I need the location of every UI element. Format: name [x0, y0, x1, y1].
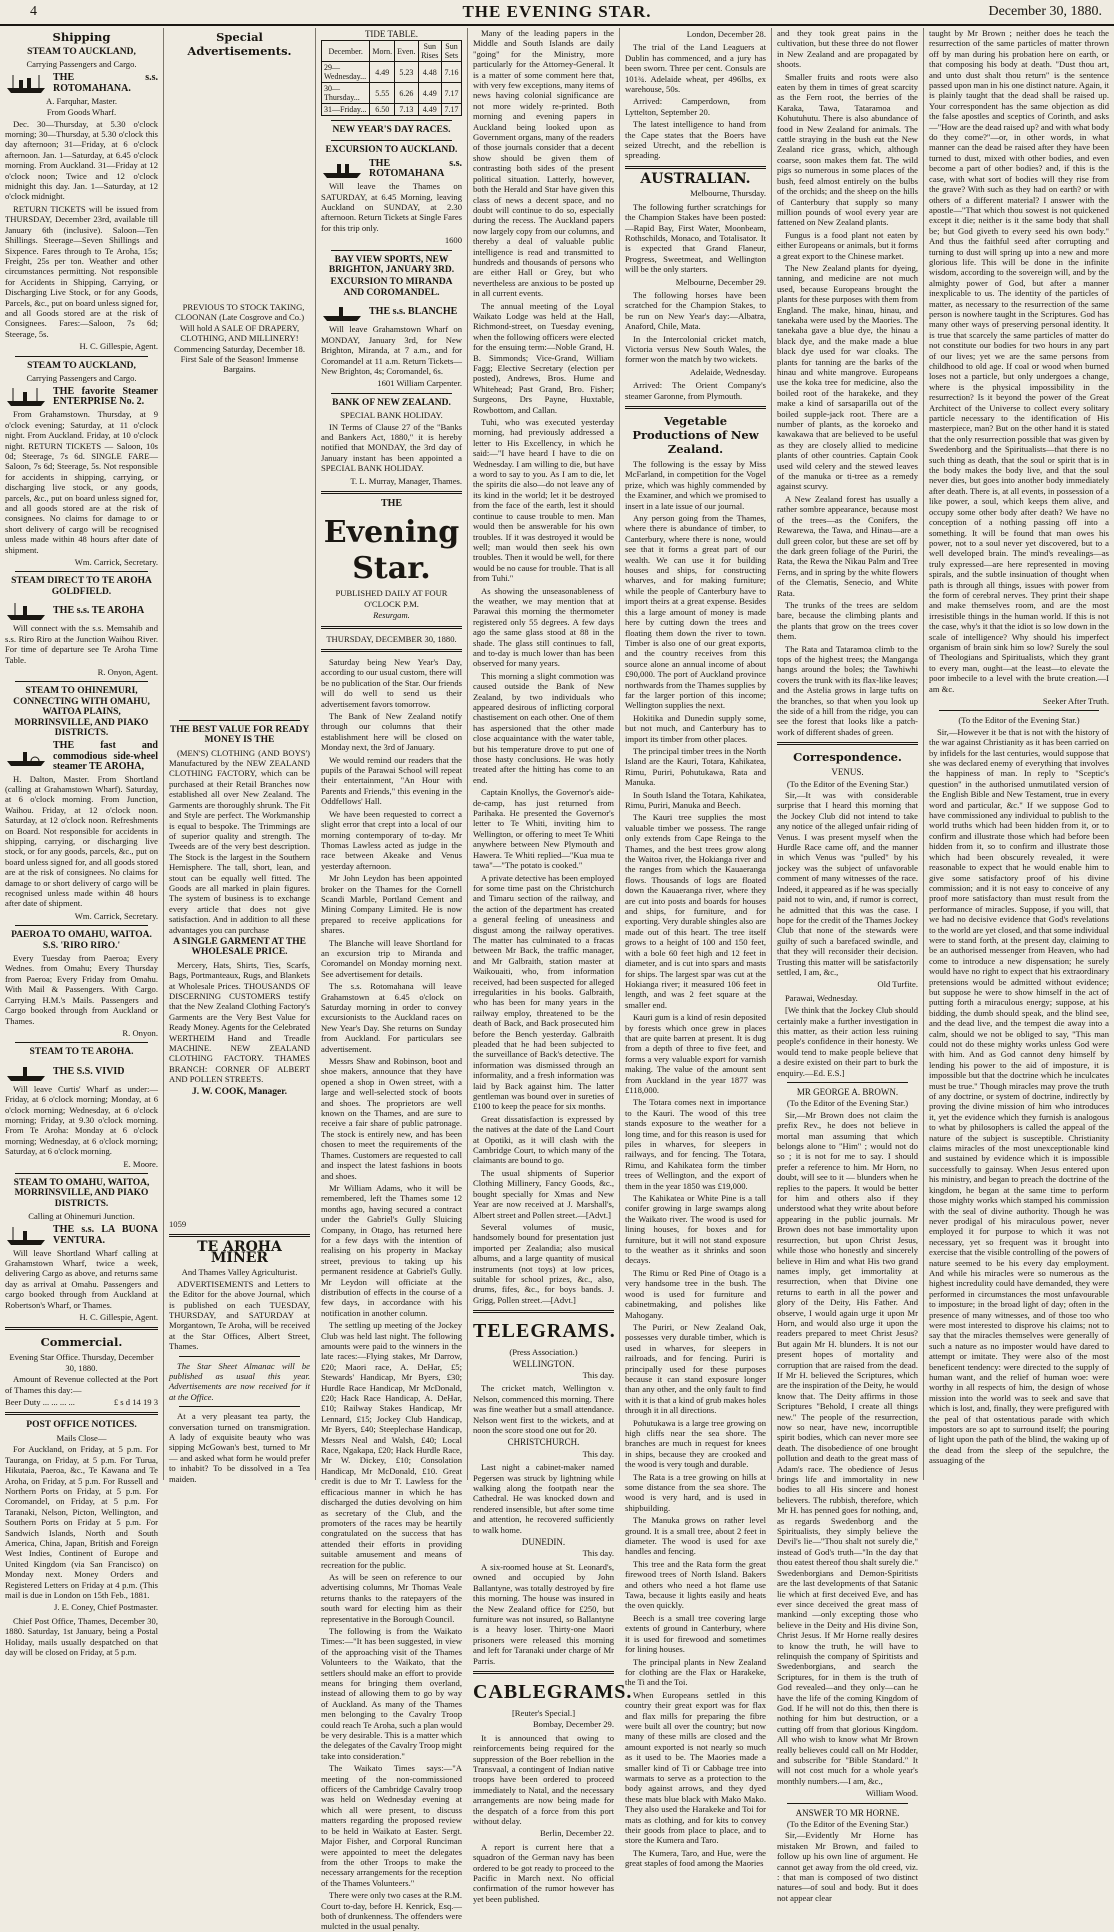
ship-schedule: From Grahamstown. Thursday, at 9 o'clock evening; Saturday, at 11 o'clock night. From Auckland. Friday, at 10 o'clock night. RETURN TICKETS — Saloon, 10s 0d; Steerage, 7s 6d. SINGLE FARE—Saloon, 7s 6d; Steerage, 5s. Not responsible for accidents in shipping, carrying, or discharging live stock, or any goods, parcels, &c., put on board unless signed for, and all goods stored are at the risk of consignees. No claims for damage to or short delivery of cargo will be recognised unless made within 48 hours after date of shipment. [5, 409, 158, 555]
ad-code: 1600 [444, 235, 462, 246]
local-item: There were only two cases at the R.M. Court to-day, before H. Kenrick, Esq.—both of drunkenness. The offenders were mulcted in the usual penalty. [321, 1890, 462, 1932]
tide-col: Sun Rises [418, 41, 441, 62]
tide-table-title: TIDE TABLE. [364, 29, 419, 39]
ad-clothing-title: THE BEST VALUE FOR READY MONEY IS THE [169, 724, 310, 746]
steamship-icon [321, 158, 365, 180]
post-office-subtitle: Mails Close— [56, 1432, 107, 1443]
commercial-text: Amount of Revenue collected at the Port of Thames this day:— [5, 1374, 158, 1395]
essay-para: The Totara comes next in importance to the Kauri. The wood of this tree stands exposure to the weather for a long time, and for this reason is used for piles in wharves, for sleepers in railways, and for fencing. The Totara, Rimu, and Kahikatea form the timber trees of Wellington, and the export of them in the year 1850 was £19,000. [625, 1097, 766, 1191]
cable-item: The latest intelligence to hand from the Cape states that the Boers have seized Utrecht, and the rebellion is spreading. [625, 119, 766, 161]
commercial-dateline: Evening Star Office. Thursday, December 30, 1880. [9, 1352, 154, 1373]
ad-signature: Wm. Carrick, Secretary. [74, 557, 158, 568]
dateline-bombay: Bombay, December 29. [532, 1719, 614, 1730]
ship-row [5, 741, 158, 772]
new-year-races-title: NEW YEAR'S DAY RACES. [332, 125, 451, 136]
essay-para: Kauri gum is a kind of resin deposited by forests which once grew in places that are quite barren at present. It is dug from a depth of three to five feet, and forms a very valuable export for varnish making. The value of the amount sent from Auckland in the year 1877 was £118,000. [625, 1012, 766, 1095]
dateline-day: This day. [582, 1448, 614, 1459]
divider [15, 571, 148, 572]
local-item: Mr William Adams, who it will be remembered, left the Thames some 12 months ago, having secured a contract under the Gabriel's Gully Sluicing Company, in Otago, has returned here for a few days with the intention of realising on his property in Mackay street, previous to taking up his permanent residence at Gabriel's Gully. Mr Leydon will officiate at the distribution of effects in the course of a few days, in accordance with his notification in another column. [321, 1182, 462, 1318]
steamship-icon [5, 1061, 49, 1083]
column-special-ads [163, 28, 315, 1484]
table-row: 31—Friday... 6.50 7.13 4.49 7.17 [322, 104, 462, 116]
revenue-row [5, 1397, 158, 1407]
local-item: Tuhi, who was executed yesterday morning, had previously addressed a letter to His Excellency, in which he said:—"I have heard I have to die on Wednesday. I am willing to die, but have a word to say to you. As I am to die, let the spirits die also—do not leave any of its kind in the world; let it be destroyed from the face of the earth, lest it should continue to cause trouble to men. Man would then be answerable for his own troubles. If it was destroyed it would be well; man would then seek his own troubles. Then it would be well, for there would be no cause for trouble. That is all from Tuhi." [473, 417, 614, 584]
ship-schedule: Dec. 30—Thursday, at 5.30 o'clock morning; 30—Thursday, at 5.30 o'clock this day afternoon; 31—Friday, at 6 o'clock afternoon. Jan. 1—Saturday, at 6.45 o'clock morning. From Auckland. 31—Friday at 12 o'clock noon; Twice and 12 o'clock midnight this day. Jan. 1—Saturday, at 12 o'clock midnight. [5, 118, 158, 202]
cable-item: Arrived: Camperdown, from Lyttelton, September 20. [625, 96, 766, 117]
divider [15, 925, 148, 926]
local-item: The Waikato Times says:—"A meeting of the non-commissioned officers of the Cambridge Cavalry troop was held on Wednesday evening at which all were present, to discuss matters regarding the proposed review to be held in Waikato at Easter. Sergt. Major Fisher, and Corporal Runciman were appointed to meet the delegates from the other Troops to make the necessary arrangements for the reception of the Thames Volunteers." [321, 1763, 462, 1888]
excursion-text: Will leave the Thames on SATURDAY, at 6.45 Morning, leaving Auckland on SUNDAY, at 2.30 afternoon. Return Tickets at Single Fares for this trip only. [321, 181, 462, 233]
dateline-christchurch: CHRISTCHURCH. [507, 1437, 580, 1448]
column-correspondence-cont [923, 28, 1114, 1480]
divider [777, 742, 918, 745]
excursion-title: EXCURSION TO AUCKLAND. [325, 144, 458, 155]
miner-subtitle: And Thames Valley Agriculturist. [181, 1267, 298, 1278]
divider [331, 393, 452, 394]
essay-para: The Rimu or Red Pine of Otago is a very handsome tree in the bush. The wood is used for furniture and cabinetmaking, and polishes like Mahogany. [625, 1267, 766, 1320]
local-item: Many of the leading papers in the Middle and South Islands are daily "going" for the Ministry, more particularly for the Attorney-General. It is a matter of some comment here that, with very few exceptions, many items of news having colonial significance are not more widely re-printed. Both morning and evening papers in Auckland being looked upon as Government organs, many of the readers of those journals consider that a decent show should be given them of contrasting both sides of the present political situation. Latterly, however, both the Herald and Star have given this class of news a decent space, and no doubt will continue to do so, especially during the recess. The Auckland papers now largely copy from our columns, and thereby a deal of valuable public intelligence is read and transmitted to hundreds and thousands of persons who are either Hall or Grey, but who nevertheless are anxious to be posted up in all current events. [473, 28, 614, 299]
letter-signature: Seeker After Truth. [1042, 696, 1109, 706]
nameplate-the: THE [380, 497, 403, 509]
local-item: As will be seen on reference to our advertising columns, Mr Thomas Veale returns thanks to the ratepayers of the south ward for electing him as their representative in the Borough Council. [321, 1571, 462, 1624]
table-row: 29—Wednesday... 4.49 5.23 4.48 7.16 [322, 62, 462, 83]
cable-item: The following further scratchings for the Champion Stakes have been posted:—Rapid Bay, First Water, Moonbeam, Rothschilds, Monaco, and Totalisator. It is expected that Grand Flaneur, Progress, Sweetmeat, and Wellington will be the only starters. [625, 201, 766, 275]
nameplate-subtitle: PUBLISHED DAILY AT FOUR O'CLOCK P.M. [335, 588, 448, 609]
divider [331, 250, 452, 251]
essay-para: In South Island the Totara, Kahikatea, Rimu, Puriri, Manuka and Beech. [625, 789, 766, 810]
local-item: Several volumes of music, handsomely bound for presentation just imported per Zealandia; also musical albums, and a large quantity of musical instruments (not toys) at low prices, suitable for school prizes, &c., also, drums, fifes, &c., for boys bands. J. Grigg, Pollen street.—[Advt.] [473, 1221, 614, 1305]
essay-para: The Kauri tree supplies the most valuable timber we possess. The range only extends from Cape Reinga to the Thames, and the best trees grow along the Waitoa river, the Hokianga river and the ranges from which the Kauaeranga flows. Thousands of logs are floated down the Kauaeranga river, where they are cut into posts and boards for houses and ships, for furniture, and for exporting. Very durable shingles also are made out of this heart. The tree itself grows to a height of 100 and 150 feet, with a bole 60 feet high and 12 feet in diameter, and is cut into spars and masts for ships. The largest spar was cut at the Hokianga river; it measured 106 feet in length, and was 2 feet square at the smaller end. [625, 812, 766, 1010]
essay-para: The Manuka grows on rather level ground. It is a small tree, about 2 feet in diameter. The wood is used for axe handles and fencing. [625, 1515, 766, 1557]
ad-signature: Wm. Carrick, Secretary. [74, 910, 158, 921]
dateline-dunedin: DUNEDIN. [521, 1537, 566, 1548]
tide-table [321, 40, 462, 116]
ad-title: STEAM TO OMAHU, WAITOA, MORRINSVILLE, AND PIAKO DISTRICTS. [13, 1177, 150, 1209]
essay-para: This tree and the Rata form the great firewood trees of North Island. Bakers and others who need a hot flame use Tawa, because it lights easily and heats the oven quickly. [625, 1558, 766, 1611]
ad-signature: H. C. Gillespie, Agent. [79, 341, 158, 352]
cable-item: A report is current here that a squadron of the German navy has been ordered to be got ready to proceed to the Pacific in March next. No official confirmation of the rumor however has yet been published. [473, 1841, 614, 1904]
tide-header [322, 41, 462, 62]
divider [787, 1082, 908, 1083]
section-head-commercial: Commercial. [40, 1335, 123, 1350]
telegrams-source: (Press Association.) [509, 1347, 578, 1358]
ad-title: STEAM TO AUCKLAND, [27, 47, 136, 57]
telegram-item: Last night a cabinet-maker named Pegersen was struck by lightning while walking along the footpath near the Cathedral. He was knocked down and rendered insensible, but after some time and attention, he recovered sufficiently to walk home. [473, 1462, 614, 1535]
divider [15, 1173, 148, 1174]
letter-title: ANSWER TO MR HORNE. [795, 1807, 900, 1818]
dateline-melbourne: Melbourne, Thursday. [690, 188, 766, 199]
local-item: We would remind our readers that the pupils of the Parawai School will repeat their entertainment, "An Hour with Parents and Friends," this evening in the Oddfellows' Hall. [321, 754, 462, 807]
masthead-date: December 30, 1880. [988, 4, 1102, 19]
divider [179, 1406, 300, 1407]
letter-body: Sir,—Mr Brown does not claim the prefix Rev., he does not believe in mortal man assuming that which belongs alone to "Him" ; would not do so ; it is not for me to say. I should prefer a reference to him. Mr Horn, no doubt, will see to it — blunders when he replies to the papers. It would be better for him and others also if they understood what they write about before appearing in the public journals. Mr Brown does not base immortality upon resurrection, but upon Christ Jesus, while those who honestly and sincerely believe in Him and what His two grand names imply, get immortality at resurrection, when that Divine one returns to earth in all the power and glory of the Deity, His Father. And observe, I would again urge it upon Mr Horn, and would also urge it upon the readers prepared to meet Christ Jesus? But again Mr H. blunders. It is not our present hopes of mortality and corruption that are raised from the dead. If Mr H. believed the Scriptures, which are the inspiration of the Deity, he would know that. The Deity affirms in those Scriptures "Behold, I create all things new." The people of the resurrection, now so near, have new, incorruptible spirit bodies, which can never more see death. The disobedience of one brought pollution and death to the great mass of Adam's race. The obedience of Jesus brings life and immortality in new bodies to all His sincere and honest believers. The rubbish, therefore, which Mr H. has penned goes for nothing, and, as regards Swedenborg and the Spiritualists, they simply believe the Devil's lie—"Thou shalt not surely die," instead of God's truth—"In the day that thou eatest thereof thou shalt surely die." Swedenborgians and Demon-Spiritists are the last developments of that Satanic lie which at first deceived Eve, and has ever since deceived the great mass of mankind —only excepting those who believe in the Deity and His divine Son, Christ Jesus. If Mr Horne really desires to know the truth, he will have to relinquish the company of Spiritists and Swedenborgians, and search the Scriptures, for in them is the truth of God revealed—and they only—can he have the life of the coming Kingdom of God. If he will not do this, then there is nothing for him but destruction, or a cutting off from that glorious Kingdom. All who wish to know what Mr Brown really believes could call on Mr Hodder, and subscribe for "Bible Standard." It will not cost much for a whole year's monthly numbers.—I am, &c., [777, 1109, 918, 1786]
steamship-icon [5, 600, 49, 622]
table-row: 30—Thursday... 5.55 6.26 4.49 7.17 [322, 83, 462, 104]
divider [473, 1310, 614, 1313]
letter-signature: William Wood. [865, 1788, 918, 1799]
divider [179, 720, 300, 721]
column-cables-essay [619, 28, 771, 1869]
ship-from: From Goods Wharf. [46, 107, 117, 118]
section-head-special-ads: Special Advertisements. [187, 30, 292, 58]
essay-para: The principal timber trees in the North Island are the Kauri, Totara, Kahikatea, Rimu, Puriri, Pohutukawa, Rata and Manuka. [625, 745, 766, 788]
divider [331, 120, 452, 121]
ad-subtitle: Carrying Passengers and Cargo. [26, 372, 137, 383]
ship-row [5, 386, 158, 408]
ad-signature: R. Onyon. [122, 1027, 158, 1038]
bank-text: IN Terms of Clause 27 of the "Banks and Bankers Act, 1880," it is hereby notified that MONDAY, the 3rd day of January instant has been appointed a SPECIAL BANK HOLIDAY. [321, 421, 462, 474]
post-office-text: For Auckland, on Friday, at 5 p.m. For Tauranga, on Friday, at 5 p.m. For Turua, Hikutaia, Paeroa, &c., Te Kawana and Te Aroha, on Friday, at 5 p.m. For Russell and Northern Ports on Friday, at 5 p.m. For Coromandel, on Friday, at 5 p.m. For Taranaki, Nelson, Picton, Wellington, and Southern Ports on Friday at 5 p.m. For Sandwich Islands, North and South America, China, Japan, British and Foreign West Indies, Continent of Europe and United Kingdom (via San Francisco) on Monday next. Money Orders and Registered Letters on Friday at 4 p.m. (This mail is due in London on 15th Feb., 1881. [5, 1444, 158, 1600]
ad-signature: 1601 William Carpenter. [377, 378, 462, 389]
letter-signature: Old Turfite. [877, 979, 918, 990]
ad-signature: H. C. Gillespie, Agent. [79, 1312, 158, 1323]
ship-name: THE s.s. TE AROHA [53, 605, 145, 617]
letter-body: Sir,—Evidently Mr Horne has mistaken Mr Brown, and failed to follow up his own line of argument. He cannot get away from the old creed, viz. : that man is composed of two distinct natures—of soul and body. But it does not appear clear [777, 1830, 918, 1903]
dateline-wellington: WELLINGTON. [512, 1358, 575, 1369]
ship-name: THE fast and commodious side-wheel steamer TE AROHA, [53, 740, 158, 773]
ship-schedule: Every Tuesday from Paeroa; Every Wednes. from Omahu; Every Thursday from Paeroa; Every Friday from Omahu. With Mail & Passengers. With Cargo. Carrying H.M.'s Mails. Passengers and Cargo booked through from Auckland or Thames. [5, 953, 158, 1026]
essay-head: Vegetable Productions of New Zealand. [632, 414, 759, 456]
essay-para: Hokitika and Dunedin supply some, but not much, and Canterbury has to import its timber from other places. [625, 712, 766, 744]
local-item: Saturday being New Year's Day, according to our usual custom, there will be no publication of the Star. Our friends will do well to send us their advertisement favors tomorrow. [321, 657, 462, 709]
essay-para: Pohutukawa is a large tree growing on high cliffs near the sea shore. The branches are much in request for knees in ships, because they are crooked and the wood is very tough and durable. [625, 1417, 766, 1470]
tide-col: Morn. [370, 41, 395, 62]
section-head-shipping: Shipping [52, 30, 111, 44]
letter-body: Sir,—However it be that is not with the history of the war against Christianity as it has been carried on by infidels for the last centuries, would suppose that she was declared enemy of everything that involves the happiness of man. In reply to "Sceptic's question" in the authorised unmutilated version of the English Bible and New Testament, true in every word and particular, &c." If we suppose God to have commissioned any individual to publish to the world truths which had been hidden from it, or to confirm and illustrate those which had before been hidden from it, so to confirm and illustrate those which had been obscurely revealed, it were reasonable to expect that he would enable him to give some satisfactory proof of his divine commission; and it is not easy to conceive of any proof more satisfactory than must result from the performance of miracles. Suppose, if you will, that we had no decisive evidence that God's revelations to the world are yet closed, and that some individual were to stand forth, at the present day, claiming to be an authorised messenger from Heaven, who had come to introduce a new dispensation; he surely would have no right to expect that his extraordinary pretensions would be admitted without evidence; but suppose he were to show himself in the act of putting forth a miraculous energy; suppose, at his bidding, the dumb should speak, and the blind see, and the dead live, and the tempest die away into a calm, should we not be obliged to say, "This man could not do these mighty works unless God were with him. And as God cannot deny himself by lending his power to the aid of imposture, it is impossible but that the doctrine which he inculcates must be true." Though miracles may prove the truth of any doctrine, or system of doctrine, indirectly by proving the divine mission of him who introduces it, yet the evidence which they furnish is analogous to what by philosophers is called the appeal of the nature of the subject is susceptible. Christianity claims miracles of the most unexceptionable kind and sustained by evidence which it is impossible successfully to gainsay. When Jesus entered upon his ministry, and began to preach the doctrine of the kingdom, he began at the same time to perform those mighty works which stamped his commission with the seal of divine authority. Though he was never prodigal of his miraculous power, never employed it for purpose to which it was not necessary, yet so frequent was it brought into exercise that the visible controlling of the powers of nature seemed to be his every day employment. And while his miracles were so numerous as the highest incredulity could have demanded, they were performed in circumstances the most unfavourable to imposture; in the broad light of day; often in the presence of many witnesses, and of those too who were most interested to disprove his claims; not to say that the miracles themselves were generally of such a nature as no imposter would have dared to attempt or imitate. They were also of the most beneficent tendency: were directed to the supply of human want, and the relief of human woe: were worthy in all respects of him, the design of whose mission into the world was to seek and save that which is lost, and, finally, they were prefigured with the peal of that ostentatious parade with which impostors are so apt to surround itself; the pouring of light upon the path of the blind, the waking up of the dead from the sleep of the sepulchre, the assuaging of the [929, 726, 1109, 1466]
essay-para: The Kahikatea or White Pine is a tall conifer growing in large swamps along the Waikato river. The wood is used for lining houses, for boxes and for furniture, but it will not stand exposure to the weather as it shrinks and soon decays. [625, 1193, 766, 1266]
column-notices [315, 28, 467, 1932]
telegram-item: A six-roomed house at St. Leonard's, owned and occupied by John Ballantyne, was totally destroyed by fire this morning. The house was insured in the New Zealand office for £250, but furniture was not insured, so Ballantyne is a heavy loser. Thirty-one Maori prisoners were released this morning and left for Taranaki under charge of Mr Parris. [473, 1561, 614, 1666]
bay-view-title-2: EXCURSION TO MIRANDA AND COROMANDEL. [330, 277, 453, 298]
dateline-day: This day. [582, 1369, 614, 1380]
tide-col: Sun Sets [441, 41, 461, 62]
essay-para: Fungus is a food plant not eaten by either Europeans or animals, but it forms a great export to the Chinese market. [777, 229, 918, 261]
correspondence-head: Correspondence. [793, 750, 902, 765]
local-item: The settling up meeting of the Jockey Club was held last night. The following amounts were paid to the winners in the late races:—Flying stakes, Mr Darrow, £20; Maori race, A. DeHar, £5; Stewards' Handicap, Mr Byers, £30; Hurdle Race Handicap, Mr McDonald, £20; Hack Race Handicap, A. DeHar, £10; Railway Stakes Handicap, Mr Lennard, £15; Jockey Club Handicap, Mr Byers, £40; Steeplechase Handicap, Messrs Neal and Walsh, £40; Local Race, Ngakapa, £20; Hack Hurdle Race, Mr W. Dickey, £10; Consolation Handicap, Mr McDonald, £10. Great credit is due to Mr T. Lawless for the efficacious manner in which he has discharged the duties devolving on him as secretary of the Club, and the promoters of the races may be heartily congratulated on the success that has attended their efforts in providing suitable amusement and means of recreation for the public. [321, 1320, 462, 1570]
divider [625, 166, 766, 169]
essay-para: A New Zealand forest has usually a rather sombre appearance, because most of the trees—as the Conifers, the Rewarewa, the Tawa, and Hinau—are a dull green color, but these are set off by the dark green foliage of the Puriri, the Rata, the Rewa the Nikau Palm and Tree Ferns, and in spring by the white flowers of the Clematis, Senecio, and White Rata. [777, 493, 918, 598]
essay-para: When Europeans settled in this country their great export was for flax and flax mills for preparing the fibre were built all over the country; but now many of these mills are closed and the amount exported is not nearly so much as it used to be. The Maories made a smaller kind of Ti or Cabbage tree into warmats to serve as a protection to the body against arrows, and they dyed these mats blue black with Mako Mako. They also used the Harakeke and Toi for mats as clothing, and for kits to convey their goods from place to place, and to store the Kumera and Taro. [625, 1689, 766, 1846]
divider [625, 406, 766, 409]
divider [939, 710, 1099, 711]
cable-item: In the Intercolonial cricket match, Victoria versus New South Wales, the former won the match by two wickets. [625, 333, 766, 365]
ship-row [5, 600, 158, 622]
local-item: The Bank of New Zealand notify through our columns that their establishment here will be closed on Monday next, the 3rd of January. [321, 711, 462, 753]
local-item: The annual meeting of the Loyal Waikato Lodge was held at the Hall, Richmond-street, on Tuesday evening, when the following officers were elected for the ensuing term:—Noble Grand, H. B. Simmonds; Vice-Grand, William Fagg; Elective Secretary (election per posted), Andrews, Bros. Hume and Whitehead; Past Grand, Bro. Fisher; Surgeons, Drs Payne, Huxtable, Rowbottom, and Callan. [473, 300, 614, 415]
divider [321, 491, 462, 494]
ad-title: STEAM TO TE AROHA. [29, 1047, 134, 1058]
letter-to: (To the Editor of the Evening Star.) [786, 1819, 909, 1830]
divider [321, 649, 462, 652]
ad-title: STEAM TO OHINEMURI, CONNECTING WITH OMAHU, WAITOA PLAINS, MORRINSVILLE, AND PIAKO DISTRICTS. [13, 686, 150, 738]
essay-para: The Rata and Tataramoa climb to the tops of the highest trees; the Manganga hangs around the boles; the Tawhiwhi covers the trunk with its flax-like leaves; and the Astelia grows in large tufts on the branches, so that when you look up the side of a hill from the ridge, you can see the forest that looks like a patch-work of different shades of green. [777, 643, 918, 737]
steamship-icon [5, 746, 49, 768]
ship-notice: RETURN TICKETS will be issued from THURSDAY, December 23rd, available till January 6th (inclusive). Saloon—Ten Shillings. Steerage—Seven Shillings and Sixpence. Fares through to Te Aroha, 15s; Freight, 25s per ton. Weather and other circumstances permitting. Not responsible for Accidents in Shipping, Carrying, or Discharging Live Stock, or for any Goods, Parcels, &c., put on board unless signed for, and all Goods stored are at the risk of Consignees. Fares:—Saloon, 7s 6d; Steerage, 5s. [5, 203, 158, 339]
column-shipping [0, 28, 163, 1657]
cable-item: Arrived: The Orient Company's steamer Garonne, from Plymouth. [625, 380, 766, 401]
post-office-footnote: Chief Post Office, Thames, December 30, 1880. Saturday, 1st January, being a Postal Holiday, mails usually despatched on that day will be closed on Friday, at 5 p.m. [5, 1615, 158, 1657]
dateline-adelaide: Adelaide, Wednesday. [689, 366, 766, 377]
divider [331, 140, 452, 141]
masthead-title: THE EVENING STAR. [462, 2, 652, 21]
ship-row [321, 301, 462, 323]
local-item: Captain Knollys, the Governor's aide-de-camp, has just returned from Parihaka. He presented the Governor's letter to Te Whiti, inviting him to Wellington, or offering to meet Te Whiti anywhere between New Plymouth and Hawera. Te Whiti replied—"Kua mua te tawa"—"The potato is cooked." [473, 787, 614, 871]
ship-schedule: Will leave Curtis' Wharf as under:— Friday, at 6 o'clock morning; Monday, at 6 o'clock morning; Wednesday, at 6 o'clock morning; Friday, at 9.30 o'clock morning. From Te Aroha: Monday at 6 o'clock morning; Wednesday, at 6 o'clock morning; Saturday, at 6 o'clock morning. [5, 1083, 158, 1157]
almanac-notice: The Star Sheet Almanac will be published as usual this year. Advertisements are now received for it at the Office. [169, 1360, 310, 1402]
revenue-value: £ s d 14 19 3 [113, 1397, 158, 1408]
essay-para: The Kumera, Taro, and Hue, were the great staples of food among the Maories [625, 1847, 766, 1869]
ship-schedule: Will connect with the s.s. Memsahib and s.s. Riro Riro at the Junction Waihou River. For time of departure see Te Aroha Time Table. [5, 623, 158, 665]
nameplate-title: Evening Star. [323, 515, 460, 587]
divider [787, 1803, 908, 1804]
ad-title: STEAM TO AUCKLAND, [27, 360, 136, 371]
local-item: A private detective has been employed for some time past on the Christchurch and Timaru section of the railway, and the action of the department has created a general feeling of uneasiness and disgust among the railway operatives. The matter has culminated to a fracas between Mr Back, the traffic manager, and Mr Galbraith, station master at Waikouaiti, who, from information received, had been suspected for alleged irregularities in his books. Galbraith, who has been for many years in the railway employ, threatened to be the death of Back, and Back prosecuted him before the Bench yesterday. Galbraith pleaded that he had been subjected to the surveillance of Back's detective. The information was dismissed through an informality, and a fresh information was laid by Back against him. The latter gentleman was bound over in sureties of £100 to keep the peace for six months. [473, 872, 614, 1112]
cablegrams-source: [Reuter's Special.] [511, 1707, 576, 1718]
ad-signature: R. Onyon, Agent. [97, 666, 158, 677]
australian-head: AUSTRALIAN. [640, 170, 751, 187]
dateline-day: This day. [582, 1548, 614, 1559]
letter-body: Sir,—It was with considerable surprise that I heard this morning that the Jockey Club did not intend to take any notice of the alleged unfair riding of Venus. I was present myself when the Hurdle Race came off, and the manner in which Venus was "pulled" by his jockey was the subject of unfavorable comment of many witnesses of the race. Indeed, it appeared as if he was specially paid not to win, and, if rumor is correct, he admitted that this was the case. I hope for the credit of the Thames Jockey Club that none of the stewards were guilty of such a barefaced swindle, and that they will reconsider their decision. Trusting this matter will be satisfactorily settled, I am, &c., [777, 790, 918, 977]
miner-text: ADVERTISEMENTS and Letters to the Editor for the above Journal, which is published on each TUESDAY, THURSDAY, and SATURDAY at Morgantown, Te Aroha, will be received at the Star Offices, Albert Street, Thames. [169, 1278, 310, 1352]
steamship-icon [5, 386, 49, 408]
essay-para: Smaller fruits and roots were also eaten by them in times of great scarcity as the Fern root, the berries of the Karaka, Tawa, Tataramoa and Kohutuhutu. There is also abundance of food in New Zealand for animals. The cattle straying in the bush eat the New Zealand rice grass, which, although coarse, soon makes them fat. The wild pigs so numerous in some places of the bush, feed almost entirely on the bulbs of the orchids; and the sheep on the hills of Canterbury that supply so many million pounds of wool every year are fattened on New Zealand plants. [777, 71, 918, 228]
dateline-melbourne-2: Melbourne, December 29. [675, 276, 766, 287]
ad-subtitle: Carrying Passengers and Cargo. [26, 59, 137, 70]
ad-clothing-manager: J. W. COOK, Manager. [192, 1086, 287, 1097]
divider [473, 1671, 614, 1674]
divider [5, 1327, 158, 1330]
telegrams-head: TELEGRAMS. [473, 1320, 616, 1343]
dateline-berlin: Berlin, December 22. [540, 1828, 614, 1839]
tide-col: December. [322, 41, 370, 62]
ad-clothing-text-2: Mercery, Hats, Shirts, Ties, Scarfs, Bags, Portmanteaux, Rugs, and Blankets at Wholesale Prices. THOUSANDS OF DISCERNING CUSTOMERS testify that the New Zealand Clothing Factory's Garments are the Very Best Value for Ready Money. Agents for the Celebrated WERTHEIM Hand and Treadle MACHINE. NEW ZEALAND CLOTHING FACTORY. THAMES BRANCH: CORNER OF ALBERT AND POLLEN STREETS. [169, 959, 310, 1085]
ship-schedule: Will leave Shortland Wharf calling at Grahamstown Wharf, twice a week, delivering Cargo as above, and returns same day as arrival at Omahu. Passengers and cargo booked through from Auckland at Robertson's Wharf, or Thames. [5, 1247, 158, 1310]
steamship-icon [5, 73, 49, 95]
cable-item: The following horses have been scratched for the Champion Stakes, to be run on New Year's day:—Albatra, Anaford, Chile, Mata. [625, 289, 766, 332]
ad-title: STEAM DIRECT TO TE AROHA GOLDFIELD. [11, 576, 152, 597]
ad-signature: T. L. Murray, Manager, Thames. [350, 475, 462, 486]
post-office-title: POST OFFICE NOTICES. [26, 1420, 137, 1431]
divider [15, 1042, 148, 1043]
steamship-icon [5, 1225, 49, 1247]
ship-name: THE s.s. ROTOMAHANA. [53, 72, 158, 94]
local-item: This morning a slight commotion was caused outside the Bank of New Zealand, by two individuals who appeared desirous of inflicting corporal chastisement on each other. One of them has aspersioned that the other made close acquaintance with the water table, but his temperature drove to put one of those hasty conclusions. He was hotly treated after the hitting has come to an end. [473, 670, 614, 785]
ship-row [5, 1061, 158, 1083]
bank-title: BANK OF NEW ZEALAND. [332, 397, 451, 408]
essay-para: Beech is a small tree covering large extents of ground in Canterbury, where it is used for firewood and sometimes for lining houses. [625, 1612, 766, 1655]
essay-para: The Rata is a tree growing on hills at some distance from the sea shore. The wood is very hard, and is used in shipbuilding. [625, 1471, 766, 1513]
local-item: The Blanche will leave Shortland for an excursion trip to Miranda and Coromandel on Monday morning next. See advertisement for details. [321, 937, 462, 979]
page-number: 4 [30, 4, 37, 19]
column-correspondence [771, 28, 923, 1903]
ship-name: THE s.s. LA BUONA VENTURA. [53, 1224, 158, 1246]
letter-to: (To the Editor of the Evening Star.) [958, 715, 1080, 726]
divider [179, 1356, 300, 1357]
divider [169, 1234, 310, 1237]
local-item: Messrs Shaw and Robinson, boot and shoe makers, announce that they have opened a shop in Owen street, with a large and well-selected stock of boots and shoes. The proprietors are well known on the Thames, and are sure to receive a fair share of public patronage. The stock is entirely new, and has been chosen to meet the requirements of the Thames. Customers are requested to call and inspect the latest fashions in boots and shoes. [321, 1056, 462, 1181]
ship-master: A. Farquhar, Master. [45, 95, 117, 106]
divider [15, 681, 148, 682]
bay-view-title: BAY VIEW SPORTS, NEW BRIGHTON, JANUARY 3RD. [328, 254, 455, 276]
issue-date: THURSDAY, DECEMBER 30, 1880. [326, 633, 457, 644]
local-item: We have been requested to correct a slight error that crept into a local of our morning contemporary of to-day. Mr Thomas Lawless acted as judge in the race between Akeake and Venus yesterday afternoon. [321, 808, 462, 871]
letter-title: MR GEORGE A. BROWN. [796, 1087, 899, 1097]
ship-row [5, 1225, 158, 1247]
divider [321, 626, 462, 629]
ad-code: 1059 [169, 1219, 187, 1230]
tea-anecdote: At a very pleasant tea party, the conversation turned on transmigration. A lady of exquisite beauty who was sipping McGowan's best, turned to Mr — and asked what form he would prefer to inhabit? To be dissolved in a Tea maiden. [169, 1411, 310, 1484]
local-item: The s.s. Rotomahana will leave Grahamstown at 6.45 o'clock on Saturday morning in order to convey excursionists to the Auckland races on New Year's Day. She returns on Sunday from Auckland. For particulars see advertisement. [321, 981, 462, 1054]
divider [5, 1412, 158, 1415]
letter-to: (To the Editor of the Evening Star.) [786, 778, 909, 789]
essay-para: Any person going from the Thames, where there is abundance of timber, to Canterbury, where there is none, would see that it forms a great part of our wealth. We can use it for building houses and ships, for constructing wharves, and for making furniture; while the people of Canterbury have to import theirs at a great expense. Besides this a large amount of money is made here by cutting down the trees and floating them down the river to town. Timber is also one of our great exports, and the country receives from this source alone an annual income of about £90,000. The port of Auckland province northwards from the Thames supplies by far the larger portion of this income; Wellington supplies the next. [625, 513, 766, 711]
editor-note: [We think that the Jockey Club should certainly make a further investigation in this matter, as their action less ruining people's confidence in their honesty. We would tend to make people believe that a desire existed on their part to burk the enquiry.—Ed. E.S.] [777, 1005, 918, 1078]
local-item: The following is from the Waikato Times:—"It has been suggested, in view of the approaching visit of the Thames Volunteers to the Waikato, that the settlers should make an effort to provide means for bringing them overland, instead of allowing them to go by way of Auckland. As many of the Thames men belonging to the Cavalry Troop could reach Te Aroha, such a plan would be very desirable. This is a matter which the delegates of the Cavalry Troop might take into consideration." [321, 1625, 462, 1761]
steamship-icon [321, 301, 365, 323]
ad-subtitle: Calling at Ohinemuri Junction. [28, 1211, 135, 1222]
essay-para: The trunks of the trees are seldom bare, because the climbing plants and the plants that grow on the trees cover them. [777, 599, 918, 642]
divider [15, 356, 148, 357]
revenue-label: Beer Duty ... ... ... ... [5, 1397, 75, 1408]
cable-item: The trial of the Land Leaguers at Dublin has commenced, and a jury has been sworn. Three per cent. Consuls are 101¾. Adelaide wheat, per 496lbs, ex warehouse, 50s. [625, 42, 766, 95]
nameplate-motto: Resurgam. [373, 610, 410, 621]
ship-name: THE s.s. BLANCHE [369, 306, 458, 318]
essay-para: The Puriri, or New Zealand Oak, possesses very durable timber, which is used in wharves, for sleepers in railroads, and for fencing. Puriri is principally used for these purposes because it can stand exposure longer than any other, and the only fault to find with it is that a kind of grub makes holes through it in all directions. [625, 1321, 766, 1416]
bank-subtitle: SPECIAL BANK HOLIDAY. [340, 410, 443, 421]
local-item: Great dissatisfaction is expressed by the natives at the date of the Land Court at Opotiki, as it will clash with the Cambridge Court, to which many of the claimants are bound to go. [473, 1113, 614, 1166]
telegram-item: The cricket match, Wellington v. Nelson, commenced this morning. There was fine weather but a small attendance. Nelson went first to the wickets, and at noon the score stood one out for 20. [473, 1383, 614, 1435]
letter-body: taught by Mr Brown ; neither does he teach the resurrection of the same particles of matter thrown off by man during his probation here on earth, or that composing his body at death. "Dust thou art, and unto dust shalt thou return" is the sentence passed upon man in his one distinct nature. Again, it is plainly taught that the dead shall be raised up. Your correspondent has the same objection as did the false apostles and sceptics of Corinth, and asks—"How are the dead raised up? and with what body do they come?"—or, in other words, in what manner can the dead be raised after they have been turned to dust, mixed with other bodies, and even become a part of other bodies? and, if this is the case, with what sort of bodies will they rise from the grave? With such as they had on earth? or with others of a different material? I answer with the apostle—"That which thou sowest is not quickened except it die; neither is it the same body that shall be; but God giveth to every seed his own body." And thus the faithful seed after corrupting and turning to dust will spring up into a new and more glorious life. This will be done in the infinite wisdom, according to the sovereign will, and by the almighty power of God, but after a manner inexplicable to us. The identity of the particles of matter, as necessary to the resurrection of the same person is nowhere taught in the Scriptures. God has many other ways of preserving personal identity. It is true that scarcely the same particles of matter do not constitute our bodies for two hours in any part of our lives; yet we are the same persons from childhood to old age. If coal or wood when burned loses not a particle, but only undergoes a change, where is the physical impossibility in the resurrection? Is it beyond the power of the Great Architect of the Universe to collect every solitary particle necessary to the identification of His masterpiece, man? But on the other hand it is stated that the only resurrection possible that was given by Swedenborg and the Spiritualists—that there is no such thing as death, that the soul or spirit that is in the body makes the body live, and that the soul never dies, but goes into another body immediately after death. There is, at all events, in possession of a like power, a soul, which keeps them alive, and occupy some other body after death? We have no conception of a nothing passing off into a something. It will be found that man owes his power, not to a soul never yet discovered, but to a well developed brain. The mind's revealings—as truly expressed—are here represented in moving spirals, and the subtle insinuation of thought when path is through all things, issues with power from the form of cerebral nerves. They print their shape and make themselves room, and are the most irresistible things in the human world. If this is not the case, why's it that the idiot is so low down in the scale of intelligence? Why should his imperfect organism of brain sink him so low? Surely the soul of Theologians and Spiritualists, which they grant to every man, ought—at the least—to elevate the poor imbecile to a level with the brute creation.—I am &c. [929, 28, 1109, 694]
ad-signature: E. Moore. [123, 1158, 158, 1169]
column-news [467, 28, 633, 1904]
cablegrams-head: CABLEGRAMS. [473, 1680, 633, 1703]
essay-para: The following is the essay by Miss McFarland, in competition for the Vogel prize, which was highly commended by the Examiner, and which we promised to insert in a late issue of our journal. [625, 459, 766, 511]
masthead [0, 0, 1114, 26]
letter-place: Parawai, Wednesday. [785, 992, 858, 1003]
essay-para: and they took great pains in the cultivation, but these three do not flower in New Zealand and are propagated by shoots. [777, 28, 918, 70]
essay-para: The principal plants in New Zealand for clothing are the Flax or Harakeke, the Ti and the Toi. [625, 1656, 766, 1688]
local-item: As showing the unseasonableness of the weather, we may mention that at Parawai this morning the thermometer registered only 55 degrees. A few days ago the same glass stood at 88 in the shade. The glass still continues to fall, and to-day is much lower than has been observed for many years. [473, 585, 614, 669]
letter-title: VENUS. [831, 767, 864, 778]
ad-cloonan: PREVIOUS TO STOCK TAKING, CLOONAN (Late Cosgrove and Co.) Will hold A SALE OF DRAPERY, CLOTHING, AND MILLINERY! Commencing Saturday, December 18. First Sale of the Season! Immense Bargains. [174, 302, 305, 375]
local-item: Mr John Leydon has been appointed broker on the Thames for the Cornell Scandi Marble, Portland Cement and Mining Company Limited. He is now prepared to receive applications for shares. [321, 873, 462, 936]
ad-title: PAEROA TO OMAHU, WAITOA. S.S. 'RIRO RIRO.' [11, 930, 152, 951]
ship-row [5, 73, 158, 95]
ship-name: THE s.s. ROTOMAHANA [369, 157, 462, 180]
bay-view-text: Will leave Grahamstown Wharf on MONDAY, January 3rd, for New Brighton, Miranda, at 7 a.m., and for Coromandel at 11 a.m. Return Tickets—New Brighton, 4s; Coromandel, 6s. [321, 324, 462, 376]
ship-schedule: H. Dalton, Master. From Shortland (calling at Grahamstown Wharf). Saturday, at 6 o'clock morning. From Junction, Waihou. Friday, at 12 o'clock noon. Saturday, at 12 o'clock noon. Refreshments on Board. Not responsible for accidents in shipping, carrying, or discharging live stock, or for any goods, parcels, &c., put on board unless signed for, and all goods stored are at the risk of consignees. No claims for damage to or short delivery of cargo will be recognised unless made within 48 hours after date of shipment. [5, 773, 158, 909]
ship-row [321, 158, 462, 180]
post-office-signature: J. E. Coney, Chief Postmaster. [54, 1602, 158, 1613]
local-item: The usual shipments of Superior Clothing Millinery, Fancy Goods, &c., bought specially for Xmas and New Year are now received at J. Marshall's, Albert street and Pollen street.—[Advt.] [473, 1167, 614, 1220]
miner-title: TE AROHA MINER [197, 1239, 282, 1266]
letter-to: (To the Editor of the Evening Star.) [786, 1098, 909, 1109]
dateline-london: London, December 28. [686, 29, 766, 39]
ad-clothing-text: (MEN'S) CLOTHING (AND BOYS') Manufactured by the NEW ZEALAND CLOTHING FACTORY, which can be purchased at their Retail Branches now established all over New Zealand. The Garments are thoroughly shrunk. The Fit and Style are perfect. The Workmanship is equal to bespoke. The Trimmings are of superior quality and strength. The Tweeds are of the very best description. The Stock is the largest in the Southern Hemisphere. The tall, short, lean, and stout can be equally well fitted. The Goods are all marked in plain figures. The system of business is to exchange every article that does not give satisfaction. And in addition to all these advantages you can purchase [169, 747, 310, 935]
ship-name: THE favorite Steamer ENTERPRISE No. 2. [53, 385, 158, 408]
ad-clothing-price: A SINGLE GARMENT AT THE WHOLESALE PRICE. [173, 936, 306, 958]
cable-item: It is announced that owing to reinforcements being required for the suppression of the Boer rebellion in the Transvaal, a contingent of Indian native troops have been ordered to proceed immediately to Natal, and the necessary arrangements are now being made for the despatch of a force from this port without delay. [473, 1732, 614, 1826]
ship-name: THE S.S. VIVID [53, 1065, 125, 1077]
tide-col: Even. [395, 41, 418, 62]
essay-para: The New Zealand plants for dyeing, tanning, and medicine are not much used, because Europeans brought the plants for these purposes with them from England. The make, hinau, hinau, and tanekaha were used by the Maories. The tanekaha gave a blue dye, the hinau a black dye, and the make made a blue black dye used for war cloaks. The plants for tanning are the barks of the hinau and white mangrove. Europeans use the koka tree for medicine, also the boiled root of the harakeke, and they make a kind of sarsaparilla out of the boiled supple-jack root. There are a number of plants, as the koroeko and kawakawa that are believed to be useful as they are closely allied to medicine plants of other countries. Captain Cook used wild celery and the stewed leaves of the manuka or ti-tree as a remedy against scurvy. [777, 262, 918, 492]
